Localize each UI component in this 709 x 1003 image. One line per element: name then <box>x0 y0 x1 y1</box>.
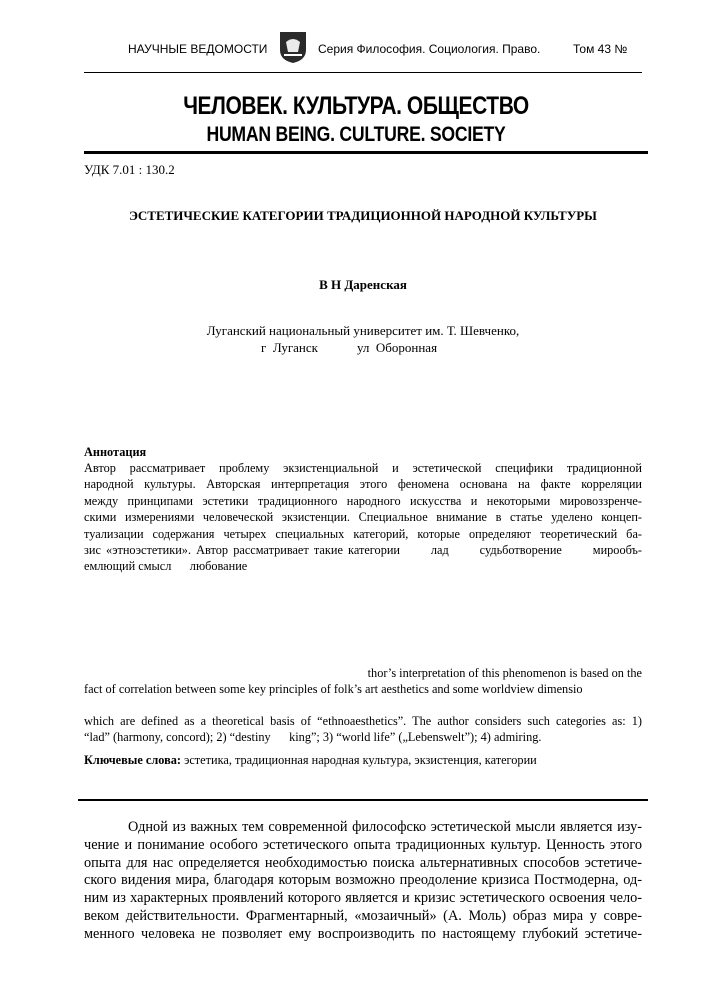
article-title: ЭСТЕТИЧЕСКИЕ КАТЕГОРИИ ТРАДИЦИОННОЙ НАРОДНОЙ КУЛЬТУРЫ <box>129 208 597 223</box>
udk-code: УДК 7.01 : 130.2 <box>84 162 175 177</box>
abstract-line: между принципами эстетики традиционного народного искусства и некоторыми мировоззренче- <box>84 493 642 508</box>
affiliation-line: г Луганск ул Оборонная <box>261 340 438 355</box>
abstract-heading: Аннотация <box>84 445 147 459</box>
body-text <box>84 819 642 944</box>
volume-label: Том 43 № <box>573 42 628 56</box>
body-line: менного человека не позволяет ему воспроизводить по настоящему глубокий эстетиче- <box>84 925 642 942</box>
abstract-en-line: “lad” (harmony, concord); 2) “destiny king”; 3) “world life” („Lebenswelt”); 4) admiring. <box>84 730 542 744</box>
university-logo <box>278 30 308 64</box>
header-rule <box>84 72 642 73</box>
journal-name: НАУЧНЫЕ ВЕДОМОСТИ <box>128 42 268 56</box>
abstract-en-line: which are defined as a theoretical basis of “ethnoaesthetics”. The author considers such categories as: 1) <box>84 714 642 728</box>
section-rule <box>84 151 648 154</box>
abstract-line: зис «этноэстетики». Автор рассматривает такие категории лад судьботворение мирообъ- <box>84 542 642 557</box>
abstract-line: скими измерениями человеческой экзистенции. Специальное внимание в статье уделено концеп- <box>84 510 642 525</box>
keywords-text: эстетика, традиционная народная культура, экзистенция, категории <box>181 753 537 767</box>
body-line: ского видения мира, благодаря которым возможно преодоление кризиса Постмодерна, од- <box>84 872 642 889</box>
body-rule <box>78 799 648 801</box>
abstract-line: емлющий смысл любование <box>84 559 248 574</box>
author-name: В Н Даренская <box>319 277 407 292</box>
shield-icon <box>278 30 308 64</box>
abstract-line: Автор рассматривает проблему экзистенциальной и эстетической специфики традиционной <box>84 461 642 475</box>
body-line: Одной из важных тем современной философско эстетической мысли является изу- <box>128 819 642 835</box>
affiliation <box>84 322 642 356</box>
abstract-line: народной культуры. Авторская интерпретация этого феномена основана на факте корреляции <box>84 477 642 492</box>
abstract-line: туализации содержания четырех специальных категорий, которые определяют теоретический ба- <box>84 526 642 541</box>
affiliation-line: Луганский национальный университет им. Т. Шевченко, <box>206 323 520 338</box>
body-line: ним из характерных проявлений которого является и кризис эстетического освоения чело- <box>84 890 642 907</box>
section-title-ru: ЧЕЛОВЕК. КУЛЬТУРА. ОБЩЕСТВО <box>183 92 529 120</box>
body-line: опыта для нас определяется необходимостью поиска альтернативных способов эстетиче- <box>84 854 642 871</box>
abstract-en-line: fact of correlation between some key principles of folk’s art aesthetics and some worldview dimensio <box>84 682 583 696</box>
keywords-label: Ключевые слова: <box>84 753 181 767</box>
abstract-text <box>84 460 642 575</box>
keywords <box>84 753 642 768</box>
body-line: веком действительности. Фрагментарный, «мозаичный» (А. Моль) образ мира у совре- <box>84 907 642 924</box>
abstract-en-line: thor’s interpretation of this phenomenon is based on the <box>367 666 642 680</box>
series-name: Серия Философия. Социология. Право. <box>318 42 541 56</box>
section-title-en: HUMAN BEING. CULTURE. SOCIETY <box>206 123 506 146</box>
body-line: чение и понимание особого эстетического опыта традиционных культур. Ценность этого <box>84 836 642 853</box>
